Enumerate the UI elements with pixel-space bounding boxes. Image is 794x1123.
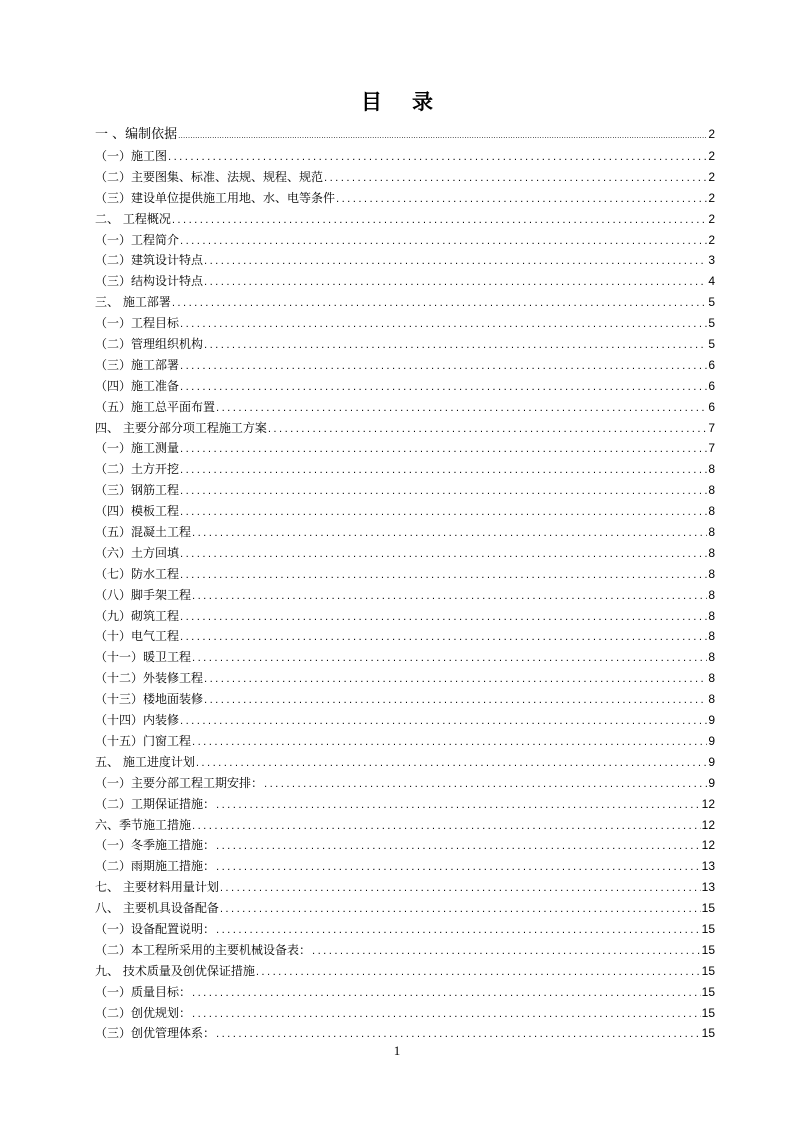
toc-entry[interactable] bbox=[95, 689, 715, 710]
toc-entry-page: 8 bbox=[708, 629, 715, 644]
toc-entry-page: 15 bbox=[701, 1026, 715, 1041]
toc-entry[interactable] bbox=[95, 961, 715, 982]
toc-leader-dots bbox=[192, 1005, 701, 1026]
toc-entry-label: 八、 主要机具设备配备 bbox=[95, 901, 219, 916]
toc-entry-page: 3 bbox=[708, 253, 715, 268]
toc-leader-dots bbox=[216, 921, 701, 942]
toc-leader-dots bbox=[180, 482, 707, 503]
toc-entry-page: 8 bbox=[708, 566, 715, 581]
toc-entry[interactable] bbox=[95, 122, 715, 146]
toc-entry-label: （二）雨期施工措施： bbox=[95, 859, 216, 874]
toc-entry-page: 13 bbox=[701, 859, 715, 874]
toc-leader-dots bbox=[192, 733, 707, 754]
toc-entry-page: 5 bbox=[708, 337, 715, 352]
toc-entry-label: （六）土方回填 bbox=[95, 545, 180, 560]
toc-entry[interactable] bbox=[95, 418, 715, 439]
toc-entry[interactable] bbox=[95, 313, 715, 334]
toc-entry-page: 12 bbox=[701, 817, 715, 832]
toc-leader-dots bbox=[216, 837, 701, 858]
toc-entry[interactable] bbox=[95, 794, 715, 815]
toc-entry-page: 2 bbox=[708, 127, 715, 141]
toc-entry[interactable] bbox=[95, 564, 715, 585]
table-of-contents bbox=[95, 122, 715, 1044]
toc-entry-label: （十）电气工程 bbox=[95, 629, 180, 644]
toc-entry-label: （一）设备配置说明： bbox=[95, 921, 216, 936]
toc-entry-page: 8 bbox=[708, 525, 715, 540]
toc-entry[interactable] bbox=[95, 877, 715, 898]
toc-leader-dots bbox=[180, 357, 707, 378]
toc-leader-dots bbox=[180, 461, 707, 482]
toc-entry[interactable] bbox=[95, 919, 715, 940]
toc-leader-dots bbox=[324, 169, 707, 190]
toc-entry-page: 2 bbox=[708, 211, 715, 226]
toc-entry-label: （一）冬季施工措施： bbox=[95, 838, 216, 853]
toc-entry[interactable] bbox=[95, 250, 715, 271]
footer-page-number: 1 bbox=[393, 1043, 401, 1058]
toc-leader-dots bbox=[336, 190, 707, 211]
toc-entry[interactable] bbox=[95, 606, 715, 627]
toc-entry-page: 8 bbox=[708, 692, 715, 707]
toc-entry-page: 6 bbox=[708, 399, 715, 414]
toc-entry-page: 8 bbox=[708, 483, 715, 498]
toc-entry[interactable] bbox=[95, 543, 715, 564]
toc-entry[interactable] bbox=[95, 835, 715, 856]
toc-entry-label: （十一）暖卫工程 bbox=[95, 650, 192, 665]
toc-entry-label: （一）工程简介 bbox=[95, 232, 180, 247]
toc-leader-dots bbox=[180, 608, 707, 629]
toc-entry[interactable] bbox=[95, 271, 715, 292]
toc-leader-dots bbox=[180, 378, 707, 399]
toc-entry-page: 8 bbox=[708, 650, 715, 665]
toc-entry-label: （一）质量目标： bbox=[95, 984, 192, 999]
toc-entry-label: （五）施工总平面布置 bbox=[95, 399, 216, 414]
toc-entry-page: 12 bbox=[701, 838, 715, 853]
toc-entry-page: 2 bbox=[708, 190, 715, 205]
toc-entry-label: （三）创优管理体系： bbox=[95, 1026, 216, 1041]
toc-entry-page: 9 bbox=[708, 713, 715, 728]
toc-entry[interactable] bbox=[95, 397, 715, 418]
toc-entry[interactable] bbox=[95, 292, 715, 313]
toc-leader-dots bbox=[180, 712, 707, 733]
toc-entry-label: （三）施工部署 bbox=[95, 357, 180, 372]
toc-entry-label: （一）施工测量 bbox=[95, 441, 180, 456]
toc-entry[interactable] bbox=[95, 188, 715, 209]
toc-leader-dots bbox=[216, 399, 707, 420]
toc-entry-page: 15 bbox=[701, 963, 715, 978]
toc-entry-label: （五）混凝土工程 bbox=[95, 525, 192, 540]
toc-leader-dots bbox=[180, 503, 707, 524]
toc-entry-page: 7 bbox=[708, 420, 715, 435]
toc-entry-label: （二）工期保证措施： bbox=[95, 796, 216, 811]
toc-entry-label: （七）防水工程 bbox=[95, 566, 180, 581]
toc-entry-label: （十二）外装修工程 bbox=[95, 671, 204, 686]
title-char-1: 目 bbox=[361, 90, 382, 114]
toc-entry[interactable] bbox=[95, 355, 715, 376]
toc-leader-dots bbox=[268, 420, 707, 441]
toc-entry-page: 15 bbox=[701, 984, 715, 999]
toc-entry[interactable] bbox=[95, 480, 715, 501]
toc-entry-page: 9 bbox=[708, 775, 715, 790]
toc-entry-page: 15 bbox=[701, 1005, 715, 1020]
toc-entry-page: 13 bbox=[701, 880, 715, 895]
toc-entry[interactable] bbox=[95, 209, 715, 230]
toc-entry-page: 8 bbox=[708, 671, 715, 686]
toc-entry-label: （一）施工图 bbox=[95, 149, 168, 163]
toc-entry-page: 8 bbox=[708, 587, 715, 602]
toc-entry-page: 7 bbox=[708, 441, 715, 456]
toc-leader-dots bbox=[216, 858, 701, 879]
toc-entry-label: （二）土方开挖 bbox=[95, 462, 180, 477]
toc-entry[interactable] bbox=[95, 1023, 715, 1044]
toc-entry-page: 6 bbox=[708, 378, 715, 393]
toc-leader-dots bbox=[256, 963, 701, 984]
toc-entry[interactable] bbox=[95, 376, 715, 397]
toc-entry-label: 六、季节施工措施 bbox=[95, 817, 192, 832]
toc-entry[interactable] bbox=[95, 898, 715, 919]
toc-entry-label: 一 、编制依据 bbox=[95, 127, 178, 142]
toc-entry[interactable] bbox=[95, 438, 715, 459]
toc-entry-page: 5 bbox=[708, 316, 715, 331]
toc-entry[interactable] bbox=[95, 647, 715, 668]
toc-leader-dots bbox=[204, 691, 707, 712]
toc-leader-dots bbox=[192, 817, 701, 838]
toc-entry-label: （二）主要图集、标准、法规、规程、规范 bbox=[95, 169, 324, 184]
toc-leader-dots bbox=[172, 294, 707, 315]
toc-leader-dots bbox=[180, 566, 707, 587]
page-title bbox=[0, 86, 794, 116]
toc-entry[interactable] bbox=[95, 815, 715, 836]
toc-entry-label: 九、 技术质量及创优保证措施 bbox=[95, 963, 255, 978]
toc-leader-dots bbox=[172, 211, 707, 232]
toc-entry-label: （一）工程目标 bbox=[95, 316, 180, 331]
toc-entry-page: 5 bbox=[708, 295, 715, 310]
toc-entry-label: （八）脚手架工程 bbox=[95, 587, 192, 602]
toc-leader-dots bbox=[192, 524, 707, 545]
toc-entry-page: 8 bbox=[708, 608, 715, 623]
toc-entry[interactable] bbox=[95, 752, 715, 773]
toc-leader-dots bbox=[180, 545, 707, 566]
toc-entry-page: 9 bbox=[708, 733, 715, 748]
toc-leader-dots bbox=[192, 649, 707, 670]
toc-entry[interactable] bbox=[95, 731, 715, 752]
toc-entry-label: （一）主要分部工程工期安排： bbox=[95, 775, 264, 790]
toc-leader-dots bbox=[264, 775, 707, 796]
toc-leader-dots bbox=[168, 148, 707, 169]
toc-entry[interactable] bbox=[95, 522, 715, 543]
toc-entry-page: 6 bbox=[708, 357, 715, 372]
toc-entry-page: 15 bbox=[701, 901, 715, 916]
toc-entry[interactable] bbox=[95, 710, 715, 731]
toc-leader-dots bbox=[312, 942, 701, 963]
toc-entry[interactable] bbox=[95, 501, 715, 522]
toc-entry-label: （二）创优规划： bbox=[95, 1005, 192, 1020]
toc-entry[interactable] bbox=[95, 856, 715, 877]
toc-entry-label: 三、 施工部署 bbox=[95, 295, 171, 310]
toc-leader-dots bbox=[196, 754, 707, 775]
toc-entry-label: （十四）内装修 bbox=[95, 713, 180, 728]
title-char-2: 录 bbox=[412, 90, 433, 114]
toc-entry-label: （十五）门窗工程 bbox=[95, 733, 192, 748]
toc-entry[interactable] bbox=[95, 982, 715, 1003]
toc-leader-dots bbox=[178, 124, 707, 148]
toc-entry[interactable] bbox=[95, 146, 715, 167]
toc-entry-label: （二）建筑设计特点 bbox=[95, 253, 204, 268]
toc-entry-label: 五、 施工进度计划 bbox=[95, 754, 195, 769]
toc-entry-label: （二）管理组织机构 bbox=[95, 337, 204, 352]
toc-entry-label: 二、 工程概况 bbox=[95, 211, 171, 226]
toc-leader-dots bbox=[204, 252, 707, 273]
toc-entry-label: （三）钢筋工程 bbox=[95, 483, 180, 498]
toc-entry[interactable] bbox=[95, 230, 715, 251]
toc-leader-dots bbox=[180, 232, 707, 253]
toc-leader-dots bbox=[216, 796, 701, 817]
toc-entry-page: 2 bbox=[708, 149, 715, 163]
toc-entry-page: 2 bbox=[708, 232, 715, 247]
toc-leader-dots bbox=[204, 273, 707, 294]
toc-entry-label: 七、 主要材料用量计划 bbox=[95, 880, 219, 895]
toc-entry-label: （三）结构设计特点 bbox=[95, 274, 204, 289]
toc-leader-dots bbox=[204, 336, 707, 357]
toc-entry-page: 8 bbox=[708, 504, 715, 519]
toc-leader-dots bbox=[220, 879, 701, 900]
toc-leader-dots bbox=[180, 440, 707, 461]
toc-leader-dots bbox=[192, 984, 701, 1005]
toc-leader-dots bbox=[192, 587, 707, 608]
toc-entry[interactable] bbox=[95, 940, 715, 961]
toc-entry[interactable] bbox=[95, 668, 715, 689]
toc-entry-label: 四、 主要分部分项工程施工方案 bbox=[95, 420, 267, 435]
toc-leader-dots bbox=[220, 900, 701, 921]
toc-entry-label: （四）模板工程 bbox=[95, 504, 180, 519]
toc-entry[interactable] bbox=[95, 773, 715, 794]
toc-entry-page: 8 bbox=[708, 545, 715, 560]
toc-entry-page: 15 bbox=[701, 921, 715, 936]
toc-leader-dots bbox=[204, 670, 707, 691]
toc-entry-page: 12 bbox=[701, 796, 715, 811]
toc-entry-page: 2 bbox=[708, 169, 715, 184]
toc-entry[interactable] bbox=[95, 585, 715, 606]
toc-leader-dots bbox=[180, 315, 707, 336]
toc-entry-page: 8 bbox=[708, 462, 715, 477]
toc-entry-page: 15 bbox=[701, 942, 715, 957]
toc-entry[interactable] bbox=[95, 334, 715, 355]
toc-entry-page: 9 bbox=[708, 754, 715, 769]
toc-entry-label: （四）施工准备 bbox=[95, 378, 180, 393]
toc-entry[interactable] bbox=[95, 1003, 715, 1024]
toc-entry-label: （九）砌筑工程 bbox=[95, 608, 180, 623]
toc-entry[interactable] bbox=[95, 167, 715, 188]
toc-entry-label: （二）本工程所采用的主要机械设备表： bbox=[95, 942, 312, 957]
toc-entry-label: （十三）楼地面装修 bbox=[95, 692, 204, 707]
toc-entry[interactable] bbox=[95, 459, 715, 480]
toc-entry[interactable] bbox=[95, 626, 715, 647]
toc-entry-label: （三）建设单位提供施工用地、水、电等条件 bbox=[95, 190, 336, 205]
toc-entry-page: 4 bbox=[708, 274, 715, 289]
toc-leader-dots bbox=[180, 628, 707, 649]
